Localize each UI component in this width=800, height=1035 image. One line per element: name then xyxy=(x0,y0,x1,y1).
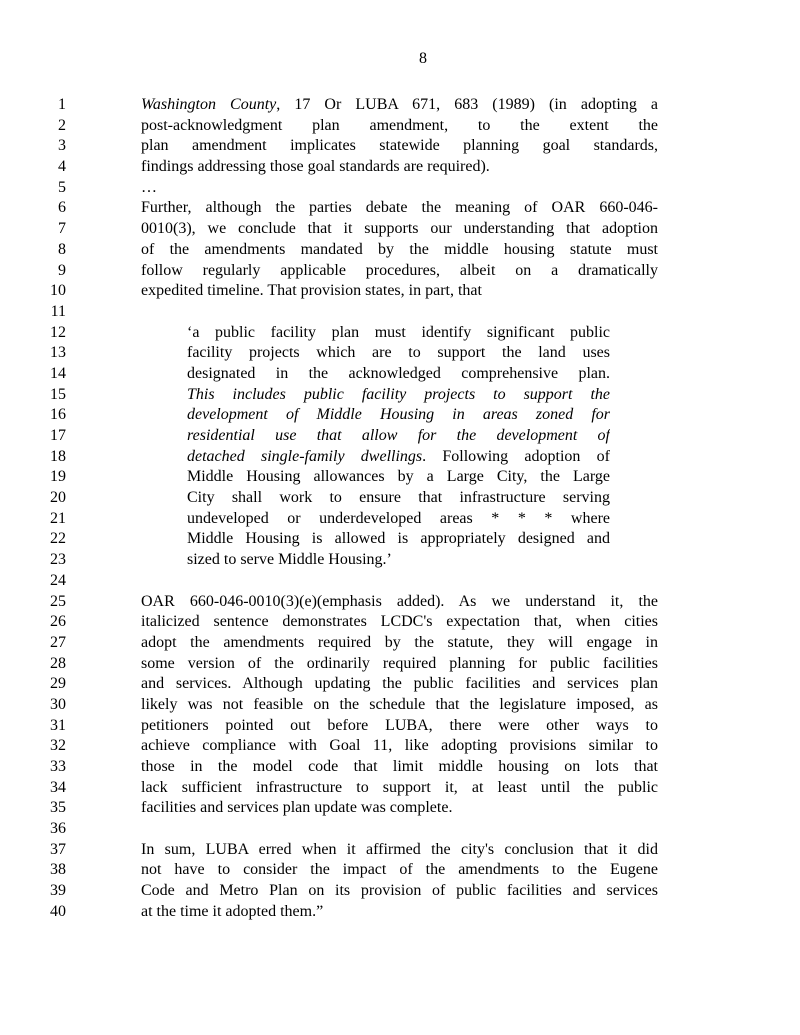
line-text xyxy=(141,198,658,219)
text-segment: and services. Although updating the public facilities and services plan xyxy=(141,675,658,693)
line-number: 27 xyxy=(50,633,66,651)
line-number: 5 xyxy=(58,178,66,196)
line-text xyxy=(141,654,658,675)
line-text xyxy=(141,136,658,157)
document-line xyxy=(0,571,800,592)
line-number: 18 xyxy=(50,447,66,465)
text-segment: Further, although the parties debate the meaning of OAR 660-046- xyxy=(141,199,658,217)
document-line xyxy=(0,778,800,799)
line-text xyxy=(141,302,658,323)
line-number: 16 xyxy=(50,406,66,424)
line-number: 34 xyxy=(50,778,66,796)
line-number: 32 xyxy=(50,737,66,755)
line-number: 3 xyxy=(58,137,66,155)
italic-text-segment: This includes public facility projects to support the xyxy=(187,385,610,403)
text-segment: achieve compliance with Goal 11, like adopting provisions similar to xyxy=(141,737,658,755)
line-text xyxy=(187,509,610,530)
line-number: 20 xyxy=(50,489,66,507)
document-line xyxy=(0,302,800,323)
line-number: 10 xyxy=(50,282,66,300)
line-text xyxy=(187,488,610,509)
line-text xyxy=(187,550,610,571)
line-text xyxy=(187,364,610,385)
page-number: 8 xyxy=(419,50,427,67)
document-line xyxy=(0,281,800,302)
line-number: 11 xyxy=(50,302,66,320)
text-segment: those in the model code that limit middle housing on lots that xyxy=(141,758,658,775)
text-segment: facility projects which are to support the land uses xyxy=(187,344,610,362)
line-text xyxy=(141,674,658,695)
line-number: 25 xyxy=(50,592,66,610)
line-text xyxy=(187,529,610,550)
line-text xyxy=(141,860,658,881)
text-segment: City shall work to ensure that infrastructure serving xyxy=(187,489,610,507)
line-text xyxy=(141,840,658,861)
line-number: 24 xyxy=(50,571,66,589)
text-segment: … xyxy=(141,178,157,196)
text-segment: ‘a public facility plan must identify significant public xyxy=(187,323,610,341)
document-line xyxy=(0,550,800,571)
line-number: 26 xyxy=(50,613,66,631)
document-line xyxy=(0,695,800,716)
text-segment: Code and Metro Plan on its provision of public facilities and services xyxy=(141,882,658,900)
text-segment: some version of the ordinarily required planning for public facilities xyxy=(141,654,658,672)
line-number: 8 xyxy=(58,240,66,258)
line-text xyxy=(141,95,658,116)
document-line xyxy=(0,467,800,488)
text-segment: Middle Housing allowances by a Large City, the Large xyxy=(187,468,610,486)
line-number: 39 xyxy=(50,882,66,900)
text-segment: of the amendments mandated by the middle housing statute must xyxy=(141,240,658,258)
text-segment: findings addressing those goal standards are required). xyxy=(141,158,490,176)
line-text xyxy=(141,778,658,799)
document-line xyxy=(0,385,800,406)
document-line xyxy=(0,798,800,819)
line-number: 7 xyxy=(58,220,66,238)
document-body xyxy=(0,95,800,923)
text-segment: , 17 Or LUBA 671, 683 (1989) (in adopting a xyxy=(276,96,658,113)
line-number: 22 xyxy=(50,530,66,548)
document-line xyxy=(0,654,800,675)
line-text xyxy=(141,157,658,178)
line-number: 13 xyxy=(50,344,66,362)
line-text xyxy=(141,240,658,261)
italic-text-segment: Washington County xyxy=(141,96,277,113)
line-number: 40 xyxy=(50,902,66,920)
line-number: 35 xyxy=(50,799,66,817)
text-segment: . Following adoption of xyxy=(422,447,610,465)
text-segment: italicized sentence demonstrates LCDC's expectation that, when cities xyxy=(141,613,658,631)
document-line xyxy=(0,881,800,902)
italic-text-segment: detached single-family dwellings xyxy=(187,447,423,465)
line-text xyxy=(141,736,658,757)
text-segment: undeveloped or underdeveloped areas * * * where xyxy=(187,509,610,527)
line-text xyxy=(187,447,610,468)
line-text xyxy=(187,467,610,488)
line-number: 4 xyxy=(58,158,66,176)
line-number: 14 xyxy=(50,364,66,382)
text-segment: designated in the acknowledged comprehensive plan. xyxy=(187,364,610,382)
line-text xyxy=(141,281,658,302)
line-text xyxy=(187,323,610,344)
text-segment: 0010(3), we conclude that it supports our understanding that adoption xyxy=(141,220,658,238)
text-segment: Middle Housing is allowed is appropriately designed and xyxy=(187,530,610,548)
document-line xyxy=(0,95,800,116)
line-text xyxy=(141,178,658,199)
document-line xyxy=(0,736,800,757)
line-number: 38 xyxy=(50,861,66,879)
document-line xyxy=(0,364,800,385)
line-text xyxy=(187,426,610,447)
line-number: 31 xyxy=(50,716,66,734)
line-text xyxy=(187,405,610,426)
line-text xyxy=(141,116,658,137)
document-line xyxy=(0,323,800,344)
document-line xyxy=(0,509,800,530)
text-segment: follow regularly applicable procedures, albeit on a dramatically xyxy=(141,261,658,279)
document-line xyxy=(0,633,800,654)
text-segment: In sum, LUBA erred when it affirmed the city's conclusion that it did xyxy=(141,840,658,858)
text-segment: at the time it adopted them.” xyxy=(141,902,324,920)
document-line xyxy=(0,157,800,178)
line-number: 30 xyxy=(50,695,66,713)
line-number: 36 xyxy=(50,820,66,838)
line-text xyxy=(141,881,658,902)
line-number: 17 xyxy=(50,427,66,444)
document-line xyxy=(0,219,800,240)
text-segment: expedited timeline. That provision states, in part, that xyxy=(141,282,482,300)
line-text xyxy=(141,633,658,654)
line-text xyxy=(187,385,610,406)
document-line xyxy=(0,343,800,364)
document-line xyxy=(0,840,800,861)
text-segment: adopt the amendments required by the statute, they will engage in xyxy=(141,633,658,651)
document-line xyxy=(0,592,800,613)
document-line xyxy=(0,426,800,447)
line-text xyxy=(141,757,658,778)
line-number: 15 xyxy=(50,385,66,403)
italic-text-segment: development of Middle Housing in areas zoned for xyxy=(187,406,610,424)
line-number: 37 xyxy=(50,840,66,858)
document-line xyxy=(0,612,800,633)
document-line xyxy=(0,178,800,199)
text-segment: not have to consider the impact of the amendments to the Eugene xyxy=(141,861,658,879)
document-line xyxy=(0,405,800,426)
line-number: 1 xyxy=(58,96,66,113)
text-segment: lack sufficient infrastructure to support it, at least until the public xyxy=(141,778,658,796)
document-line xyxy=(0,116,800,137)
document-line xyxy=(0,529,800,550)
line-text xyxy=(141,592,658,613)
document-line xyxy=(0,674,800,695)
document-line xyxy=(0,819,800,840)
line-text xyxy=(141,571,658,592)
line-number: 12 xyxy=(50,323,66,341)
line-text xyxy=(141,695,658,716)
line-number: 6 xyxy=(58,199,66,217)
document-line xyxy=(0,757,800,778)
document-line xyxy=(0,447,800,468)
document-line xyxy=(0,261,800,282)
line-text xyxy=(141,819,658,840)
line-number: 33 xyxy=(50,758,66,775)
document-line xyxy=(0,240,800,261)
line-number: 19 xyxy=(50,468,66,486)
line-number: 21 xyxy=(50,509,66,527)
line-text xyxy=(141,716,658,737)
document-line xyxy=(0,902,800,923)
document-line xyxy=(0,860,800,881)
text-segment: sized to serve Middle Housing.’ xyxy=(187,551,392,569)
line-number: 23 xyxy=(50,551,66,569)
line-number: 9 xyxy=(58,261,66,279)
italic-text-segment: residential use that allow for the development of xyxy=(187,427,610,444)
document-line xyxy=(0,198,800,219)
text-segment: post-acknowledgment plan amendment, to the extent the xyxy=(141,116,658,134)
text-segment: OAR 660-046-0010(3)(e)(emphasis added). As we understand it, the xyxy=(141,592,658,610)
text-segment: facilities and services plan update was complete. xyxy=(141,799,453,817)
line-number: 2 xyxy=(58,116,66,134)
line-text xyxy=(141,612,658,633)
document-line xyxy=(0,716,800,737)
document-line xyxy=(0,136,800,157)
line-text xyxy=(141,798,658,819)
text-segment: likely was not feasible on the schedule that the legislature imposed, as xyxy=(141,695,658,713)
line-text xyxy=(141,261,658,282)
line-number: 28 xyxy=(50,654,66,672)
line-text xyxy=(141,902,658,923)
line-text xyxy=(187,343,610,364)
line-number: 29 xyxy=(50,675,66,693)
text-segment: plan amendment implicates statewide planning goal standards, xyxy=(141,137,658,155)
document-line xyxy=(0,488,800,509)
line-text xyxy=(141,219,658,240)
text-segment: petitioners pointed out before LUBA, there were other ways to xyxy=(141,716,658,734)
